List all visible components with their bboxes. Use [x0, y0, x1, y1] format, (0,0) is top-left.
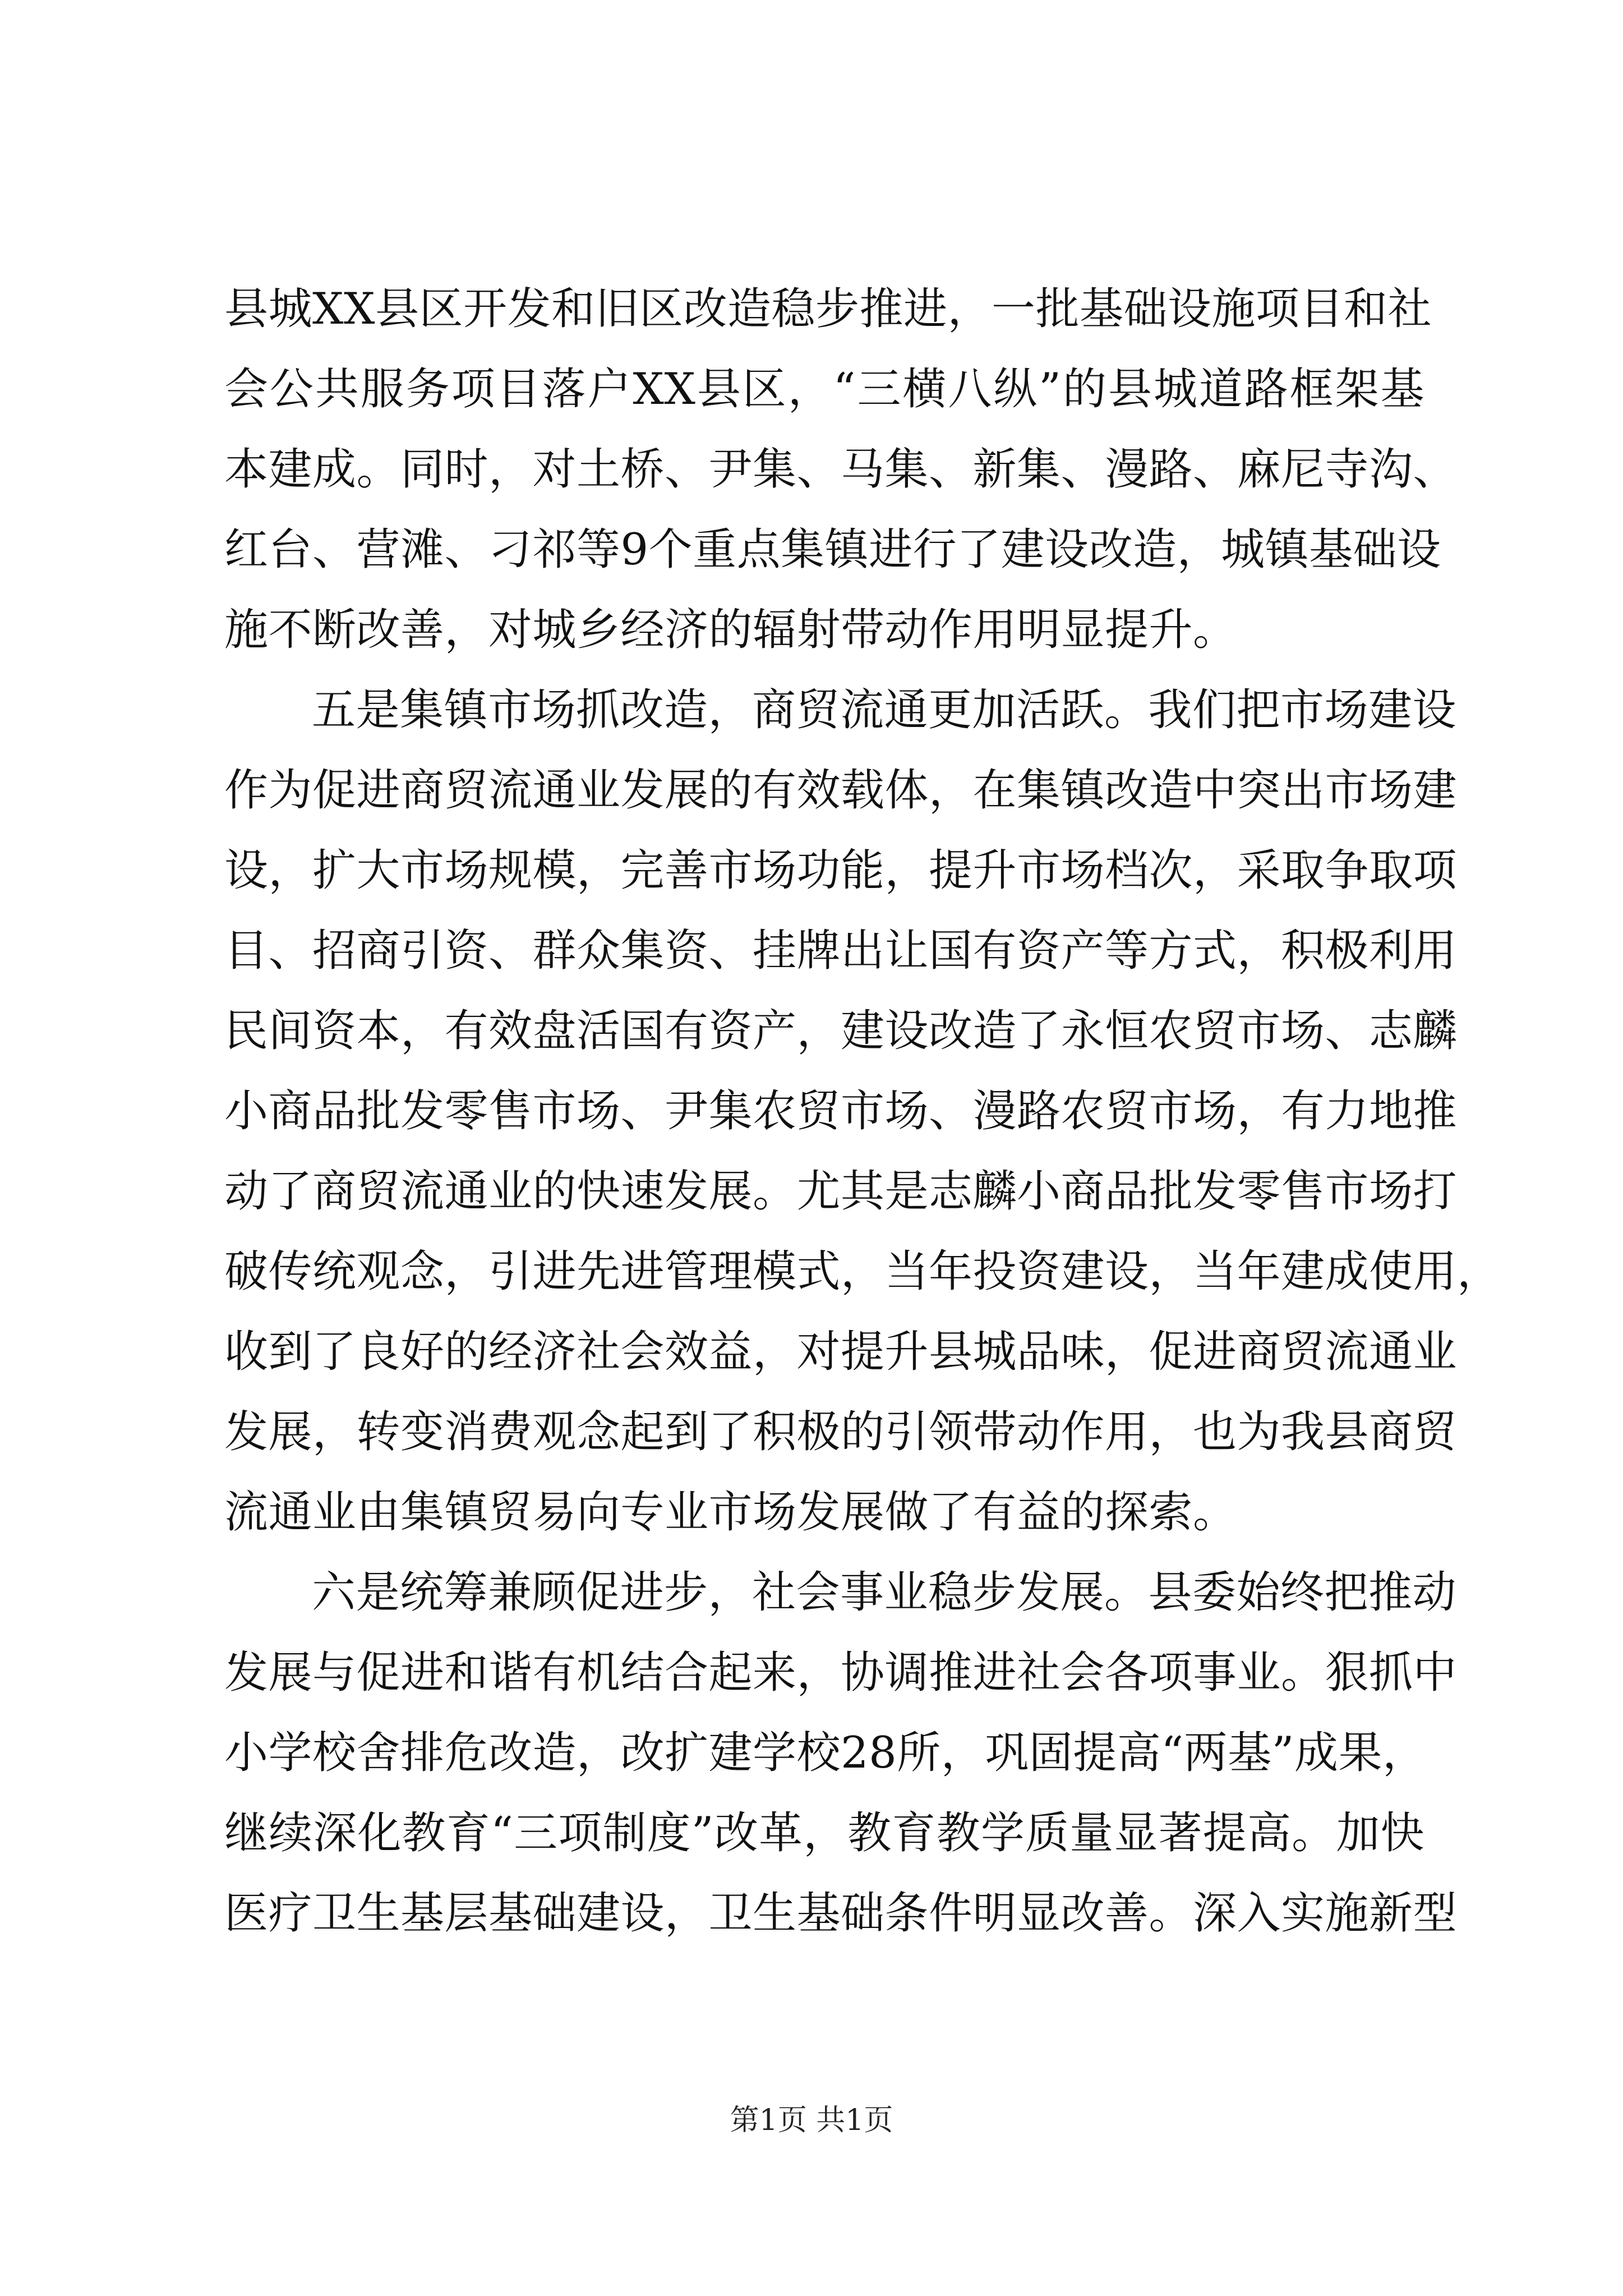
text-line: 会公共服务项目落户XX县区，“三横八纵”的县城道路框架基: [224, 364, 1424, 415]
text-line: 县城XX县区开发和旧区改造稳步推进，一批基础设施项目和社: [224, 284, 1432, 334]
text-line: 动了商贸流通业的快速发展。尤其是志麟小商品批发零售市场打: [224, 1166, 1458, 1217]
text-line: 流通业由集镇贸易向专业市场发展做了有益的探索。: [224, 1487, 1237, 1538]
text-line: 本建成。同时，对土桥、尹集、马集、新集、漫路、麻尼寺沟、: [224, 444, 1458, 495]
text-line: 设，扩大市场规模，完善市场功能，提升市场档次，采取争取项: [224, 845, 1458, 896]
text-line: 五是集镇市场抓改造，商贸流通更加活跃。我们把市场建设: [312, 685, 1457, 735]
page-footer: 第1页 共1页: [730, 2104, 893, 2137]
paragraph-3: [224, 1553, 1458, 1954]
text-line: 六是统筹兼顾促进步，社会事业稳步发展。县委始终把推动: [312, 1567, 1457, 1618]
text-line: 收到了良好的经济社会效益，对提升县城品味，促进商贸流通业: [224, 1327, 1458, 1377]
text-line: 施不断改善，对城乡经济的辐射带动作用明显提升。: [224, 605, 1237, 655]
text-line: 红台、营滩、刁祁等9个重点集镇进行了建设改造，城镇基础设: [224, 524, 1441, 575]
text-line: 破传统观念，引进先进管理模式，当年投资建设，当年建成使用，: [224, 1246, 1501, 1297]
text-line: 小学校舍排危改造，改扩建学校28所，巩固提高“两基”成果，: [224, 1728, 1427, 1778]
document-body: [224, 269, 1501, 1954]
text-line: 作为促进商贸流通业发展的有效载体，在集镇改造中突出市场建: [224, 765, 1458, 816]
text-line: 医疗卫生基层基础建设，卫生基础条件明显改善。深入实施新型: [224, 1888, 1458, 1939]
paragraph-2: [224, 670, 1501, 1553]
text-line: 民间资本，有效盘活国有资产，建设改造了永恒农贸市场、志麟: [224, 1006, 1458, 1056]
text-line: 小商品批发零售市场、尹集农贸市场、漫路农贸市场，有力地推: [224, 1086, 1458, 1137]
text-line: 目、招商引资、群众集资、挂牌出让国有资产等方式，积极利用: [224, 926, 1458, 976]
text-line: 发展，转变消费观念起到了积极的引领带动作用，也为我县商贸: [224, 1407, 1458, 1457]
paragraph-1: [224, 269, 1458, 670]
text-line: 发展与促进和谐有机结合起来，协调推进社会各项事业。狠抓中: [224, 1648, 1458, 1698]
text-line: 继续深化教育“三项制度”改革，教育教学质量显著提高。加快: [224, 1808, 1424, 1858]
